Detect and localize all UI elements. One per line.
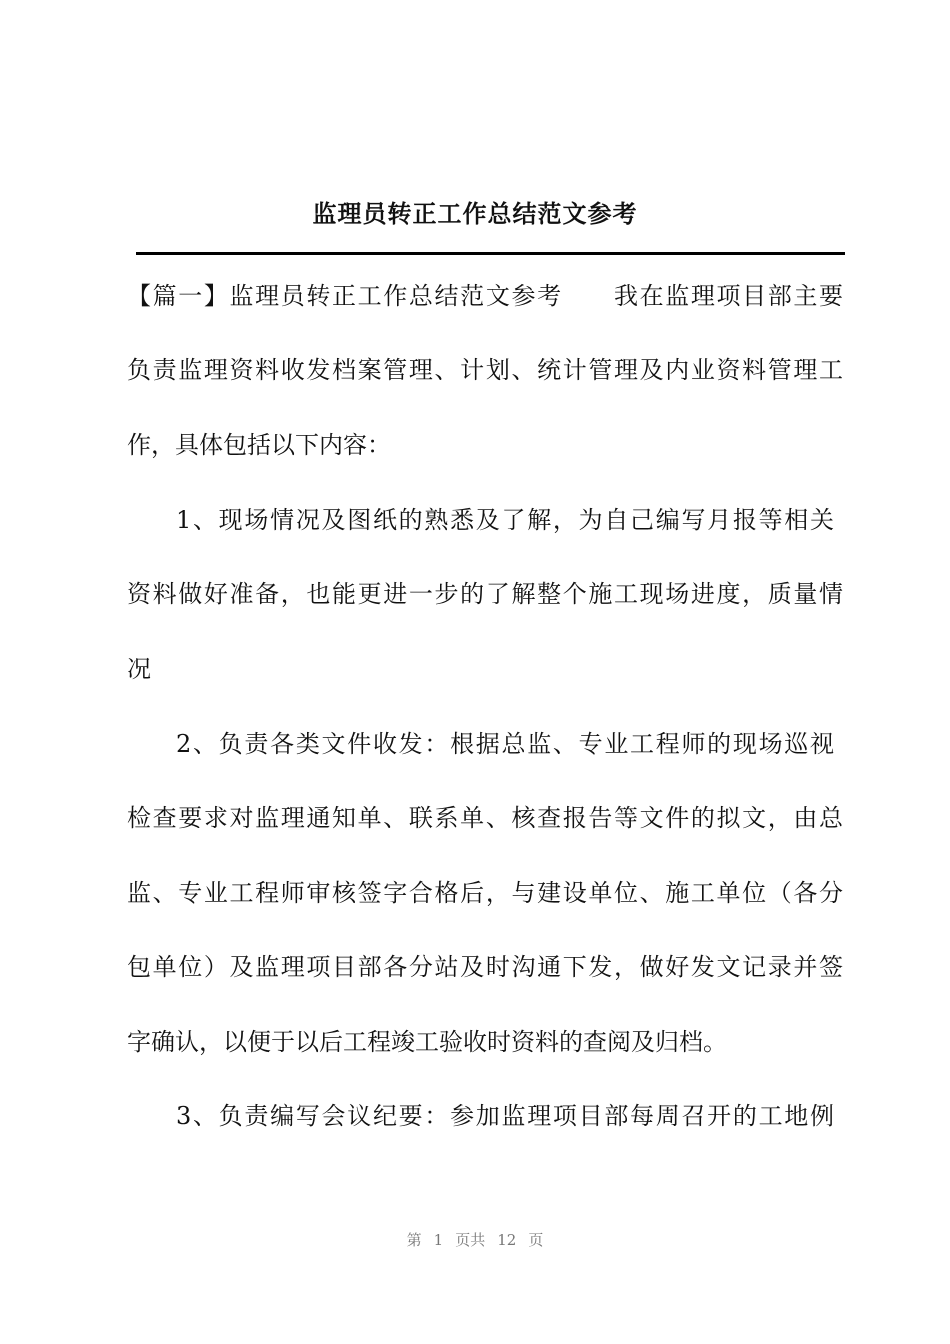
footer-middle: 页共 bbox=[455, 1231, 486, 1249]
paragraph-line: 1、现场情况及图纸的熟悉及了解，为自己编写月报等相关 bbox=[176, 506, 834, 534]
paragraph-line: 检查要求对监理通知单、联系单、核查报告等文件的拟文，由总 bbox=[127, 804, 843, 832]
footer-prefix: 第 bbox=[406, 1231, 422, 1249]
document-title: 监理员转正工作总结范文参考 bbox=[312, 199, 638, 228]
paragraph-line: 【篇一】监理员转正工作总结范文参考 我在监理项目部主要 bbox=[127, 282, 843, 310]
paragraph-line: 2、负责各类文件收发：根据总监、专业工程师的现场巡视 bbox=[176, 730, 834, 758]
paragraph-line: 3、负责编写会议纪要：参加监理项目部每周召开的工地例 bbox=[176, 1102, 834, 1130]
current-page-number: 1 bbox=[433, 1231, 444, 1249]
paragraph-line: 包单位）及监理项目部各分站及时沟通下发，做好发文记录并签 bbox=[127, 953, 843, 981]
paragraph-line: 作，具体包括以下内容： bbox=[127, 431, 391, 459]
total-pages-number: 12 bbox=[497, 1231, 517, 1249]
paragraph-line: 字确认，以便于以后工程竣工验收时资料的查阅及归档。 bbox=[127, 1028, 727, 1056]
paragraph-line: 监、专业工程师审核签字合格后，与建设单位、施工单位（各分 bbox=[127, 879, 843, 907]
paragraph-line: 况 bbox=[127, 655, 151, 683]
paragraph-line: 资料做好准备，也能更进一步的了解整个施工现场进度，质量情 bbox=[127, 580, 843, 608]
title-divider bbox=[136, 252, 845, 255]
page-footer bbox=[0, 1230, 950, 1250]
footer-suffix: 页 bbox=[528, 1231, 544, 1249]
paragraph-line: 负责监理资料收发档案管理、计划、统计管理及内业资料管理工 bbox=[127, 356, 843, 384]
